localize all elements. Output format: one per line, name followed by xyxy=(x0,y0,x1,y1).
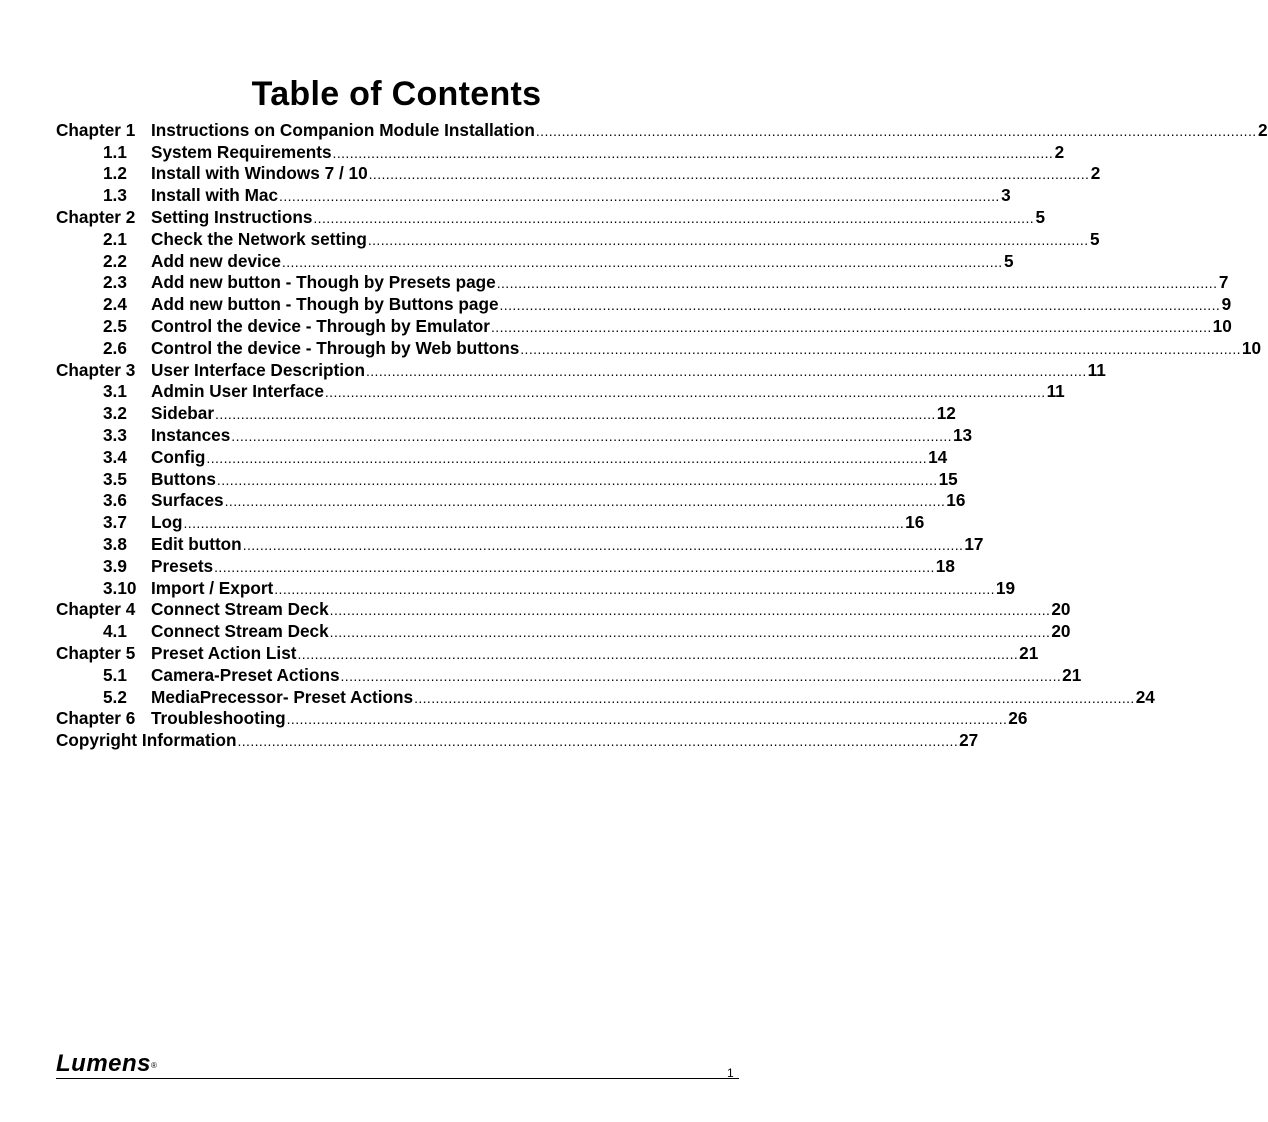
toc-dot-leader: ........................................................................................................................................................................ xyxy=(329,624,1051,641)
toc-entry-page: 16 xyxy=(946,490,966,511)
toc-entry[interactable] xyxy=(56,314,1232,336)
toc-entry[interactable] xyxy=(56,140,1065,162)
toc-entry[interactable] xyxy=(56,183,1011,206)
toc-entry-number: 3.9 xyxy=(103,555,127,576)
toc-entry-page: 2 xyxy=(1257,119,1268,140)
toc-dot-leader: ........................................................................................................................................................................ xyxy=(313,209,1035,226)
toc-entry[interactable] xyxy=(56,598,1071,620)
toc-dot-leader: ........................................................................................................................................................................ xyxy=(279,188,1000,205)
toc-entry-number: 5.2 xyxy=(103,686,127,707)
toc-entry-number: Chapter 1 xyxy=(56,119,136,140)
toc-entry-number: 2.1 xyxy=(103,228,127,249)
toc-entry[interactable] xyxy=(56,510,925,533)
toc-entry-number: 3.2 xyxy=(103,403,127,424)
toc-entry-title: MediaPrecessor- Preset Actions xyxy=(151,686,414,707)
toc-entry-number: Chapter 3 xyxy=(56,359,136,380)
toc-entry[interactable] xyxy=(56,358,1106,380)
toc-entry-number: 1.2 xyxy=(103,163,127,184)
toc-entry-title: Camera-Preset Actions xyxy=(151,664,340,685)
toc-entry-number: 2.4 xyxy=(103,294,127,315)
toc-entry[interactable] xyxy=(56,401,956,424)
toc-entry-page: 5 xyxy=(1004,250,1014,271)
toc-entry-title: Edit button xyxy=(151,533,242,554)
toc-dot-leader: ........................................................................................................................................................................ xyxy=(324,384,1046,401)
toc-entry[interactable] xyxy=(56,118,1268,140)
toc-entry-page: 19 xyxy=(995,577,1016,598)
toc-dot-leader: ........................................................................................................................................................................ xyxy=(237,733,959,750)
toc-entry-number: Chapter 4 xyxy=(56,599,136,620)
registered-mark: ® xyxy=(151,1061,158,1070)
page-title: Table of Contents xyxy=(251,75,542,113)
toc-dot-leader: ........................................................................................................................................................................ xyxy=(242,536,964,553)
toc-entry-number: Chapter 5 xyxy=(56,642,136,663)
toc-entry-number: Chapter 2 xyxy=(56,206,136,227)
toc-entry-title: System Requirements xyxy=(151,141,332,162)
toc-entry-number: 1.1 xyxy=(103,141,127,162)
toc-entry-title: Add new device xyxy=(151,250,281,271)
toc-entry-page: 26 xyxy=(1008,708,1028,729)
toc-entry[interactable] xyxy=(56,728,979,751)
toc-entry-page: 13 xyxy=(952,424,973,445)
toc-entry-number: 1.3 xyxy=(103,185,127,206)
toc-entry-page: 17 xyxy=(964,533,984,554)
toc-entry[interactable] xyxy=(56,445,948,467)
toc-entry-number: 3.10 xyxy=(103,577,137,598)
toc-entry-number: 2.2 xyxy=(103,250,127,271)
toc-entry-number: 3.5 xyxy=(103,468,127,489)
toc-entry-title: Config xyxy=(151,446,206,467)
toc-entry[interactable] xyxy=(56,423,973,445)
toc-entry-number: 4.1 xyxy=(103,621,127,642)
toc-dot-leader: ........................................................................................................................................................................ xyxy=(215,406,936,423)
toc-entry[interactable] xyxy=(56,663,1082,685)
toc-dot-leader: ........................................................................................................................................................................ xyxy=(206,449,928,466)
toc-entry-number: 2.6 xyxy=(103,337,127,358)
toc-entry[interactable] xyxy=(56,380,1065,402)
toc-entry-page: 20 xyxy=(1051,599,1071,620)
toc-entry-title: Add new button - Though by Buttons page xyxy=(151,294,499,315)
toc-entry-page: 14 xyxy=(928,446,948,467)
toc-dot-leader: ........................................................................................................................................................................ xyxy=(368,166,1090,183)
toc-dot-leader: ........................................................................................................................................................................ xyxy=(491,318,1212,335)
toc-entry-page: 12 xyxy=(936,403,956,424)
toc-entry[interactable] xyxy=(56,249,1014,271)
toc-dot-leader: ........................................................................................................................................................................ xyxy=(224,493,946,510)
toc-entry-title: Setting Instructions xyxy=(151,206,313,227)
toc-entry-title: User Interface Description xyxy=(151,359,365,380)
toc-entry-title: Install with Windows 7 / 10 xyxy=(151,163,368,184)
toc-entry-title: Control the device - Through by Web buttons xyxy=(151,337,520,358)
toc-entry[interactable] xyxy=(56,532,984,554)
toc-entry-page: 2 xyxy=(1054,141,1065,162)
toc-entry-number: 3.6 xyxy=(103,490,127,511)
toc-dot-leader: ........................................................................................................................................................................ xyxy=(231,427,952,444)
toc-entry-number: 3.7 xyxy=(103,512,127,533)
toc-dot-leader: ........................................................................................................................................................................ xyxy=(329,602,1051,619)
toc-entry-title: Presets xyxy=(151,555,214,576)
toc-entry-page: 7 xyxy=(1218,272,1229,293)
toc-entry-title: Connect Stream Deck xyxy=(151,599,329,620)
logo-text: Lumens xyxy=(56,1050,152,1077)
toc-entry[interactable] xyxy=(56,489,966,511)
toc-entry-number: 3.3 xyxy=(103,424,127,445)
toc-dot-leader: ........................................................................................................................................................................ xyxy=(499,297,1221,314)
toc-entry-title: Instances xyxy=(151,424,231,445)
toc-entry-page: 21 xyxy=(1062,664,1082,685)
toc-entry[interactable] xyxy=(56,271,1229,293)
toc-entry-title: Instructions on Companion Module Installation xyxy=(151,119,535,140)
toc-dot-leader: ........................................................................................................................................................................ xyxy=(274,580,995,597)
toc-entry-title: Install with Mac xyxy=(151,185,279,206)
toc-entry-number: 2.5 xyxy=(103,315,127,336)
toc-entry-title: Add new button - Though by Presets page xyxy=(151,272,496,293)
toc-entry[interactable] xyxy=(56,576,1016,598)
toc-dot-leader: ........................................................................................................................................................................ xyxy=(216,471,938,488)
toc-dot-leader: ........................................................................................................................................................................ xyxy=(297,645,1019,662)
toc-entry-page: 2 xyxy=(1090,163,1101,184)
toc-entry-title: Sidebar xyxy=(151,403,215,424)
toc-dot-leader: ........................................................................................................................................................................ xyxy=(281,253,1003,270)
toc-entry[interactable] xyxy=(56,336,1262,358)
toc-entry[interactable] xyxy=(56,467,958,489)
toc-entry-page: 21 xyxy=(1019,642,1039,663)
toc-dot-leader: ........................................................................................................................................................................ xyxy=(520,340,1241,357)
toc-dot-leader: ........................................................................................................................................................................ xyxy=(496,275,1218,292)
toc-entry-number: Chapter 6 xyxy=(56,708,136,729)
toc-entry-number: 3.4 xyxy=(103,446,127,467)
toc-entry-title: Import / Export xyxy=(151,577,274,598)
toc-entry-page: 9 xyxy=(1221,294,1232,315)
toc-entry-title: Preset Action List xyxy=(151,642,297,663)
toc-entry[interactable] xyxy=(56,707,1028,729)
toc-entry[interactable] xyxy=(56,205,1046,227)
page-number: 1 xyxy=(727,1066,734,1080)
toc-entry-page: 16 xyxy=(905,512,925,533)
toc-entry-page: 18 xyxy=(935,555,955,576)
toc-entry-page: 10 xyxy=(1212,315,1232,336)
footer-divider xyxy=(56,1078,739,1079)
toc-entry-page: 27 xyxy=(959,730,979,751)
toc-entry-page: 24 xyxy=(1135,686,1155,707)
toc-entry-page: 20 xyxy=(1051,621,1071,642)
toc-entry-page: 11 xyxy=(1046,381,1065,402)
toc-entry[interactable] xyxy=(56,162,1101,184)
toc-dot-leader: ........................................................................................................................................................................ xyxy=(365,362,1087,379)
toc-entry[interactable] xyxy=(56,554,955,576)
toc-entry[interactable] xyxy=(56,685,1155,707)
toc-entry-page: 5 xyxy=(1035,206,1046,227)
toc-entry[interactable] xyxy=(56,227,1100,249)
toc-entry-title: Connect Stream Deck xyxy=(151,621,329,642)
toc-entry-page: 15 xyxy=(938,468,958,489)
toc-entry[interactable] xyxy=(56,292,1232,315)
toc-dot-leader: ........................................................................................................................................................................ xyxy=(286,711,1008,728)
toc-entry-title: Admin User Interface xyxy=(151,381,324,402)
toc-entry[interactable] xyxy=(56,641,1039,663)
toc-entry-number: 3.8 xyxy=(103,533,127,554)
toc-dot-leader: ........................................................................................................................................................................ xyxy=(367,231,1089,248)
toc-entry-title: Log xyxy=(151,512,183,533)
toc-entry-title: Copyright Information xyxy=(56,730,237,751)
toc-dot-leader: ........................................................................................................................................................................ xyxy=(535,122,1257,139)
lumens-logo xyxy=(56,1050,157,1078)
toc-dot-leader: ........................................................................................................................................................................ xyxy=(414,689,1135,706)
toc-entry-number: 5.1 xyxy=(103,664,127,685)
toc-entry[interactable] xyxy=(56,619,1071,642)
toc-entry-page: 5 xyxy=(1089,228,1100,249)
toc-entry-title: Surfaces xyxy=(151,490,224,511)
toc-entry-number: 2.3 xyxy=(103,272,127,293)
toc-entry-page: 3 xyxy=(1001,185,1011,206)
toc-dot-leader: ........................................................................................................................................................................ xyxy=(332,144,1054,161)
toc-dot-leader: ........................................................................................................................................................................ xyxy=(340,667,1062,684)
table-of-contents xyxy=(56,118,1268,751)
toc-entry-title: Troubleshooting xyxy=(151,708,286,729)
toc-entry-number: 3.1 xyxy=(103,381,127,402)
toc-entry-page: 11 xyxy=(1087,359,1106,380)
toc-dot-leader: ........................................................................................................................................................................ xyxy=(183,515,905,532)
toc-dot-leader: ........................................................................................................................................................................ xyxy=(214,558,935,575)
toc-entry-page: 10 xyxy=(1241,337,1262,358)
toc-entry-title: Buttons xyxy=(151,468,216,489)
toc-entry-title: Control the device - Through by Emulator xyxy=(151,315,490,336)
toc-entry-title: Check the Network setting xyxy=(151,228,367,249)
